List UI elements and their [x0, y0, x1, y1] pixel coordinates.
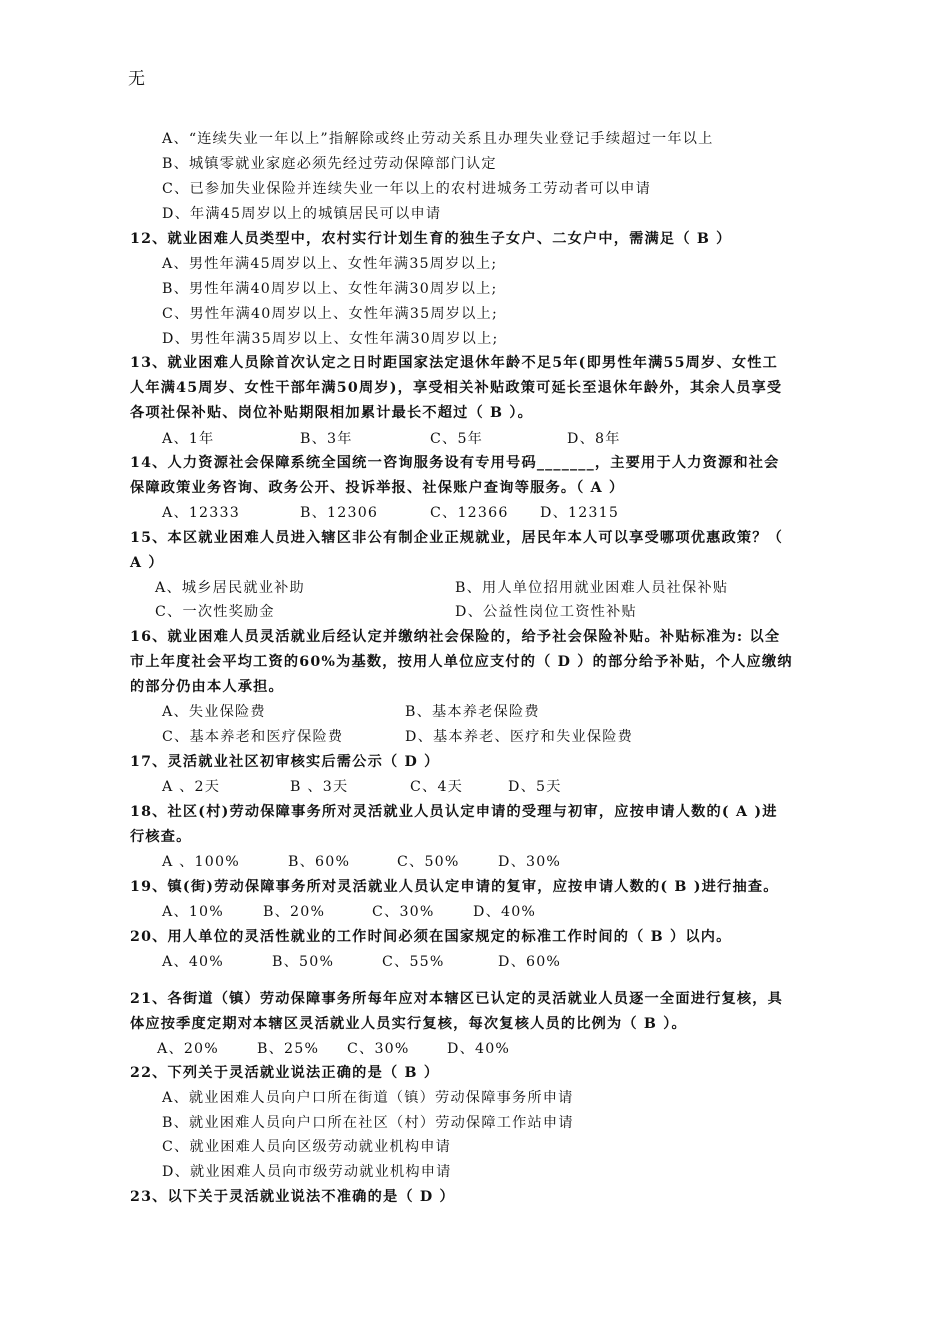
q22-option-d: D、就业困难人员向市级劳动就业机构申请 — [162, 1164, 452, 1180]
q22-option-c: C、就业困难人员向区级劳动就业机构申请 — [162, 1139, 452, 1155]
q11-option-a: A、“连续失业一年以上”指解除或终止劳动关系且办理失业登记手续超过一年以上 — [162, 131, 714, 147]
q15-option-c: C、一次性奖励金 — [155, 604, 275, 620]
q20-option-d: D、60% — [498, 954, 562, 970]
q13-stem-line-1: 13、就业困难人员除首次认定之日时距国家法定退休年龄不足5年(即男性年满55周岁、女性工 — [130, 355, 778, 371]
q13-option-d: D、8年 — [567, 431, 621, 447]
q14-option-c: C、12366 — [430, 505, 509, 521]
q15-option-b: B、用人单位招用就业困难人员社保补贴 — [455, 580, 729, 596]
q16-option-a: A、失业保险费 — [162, 704, 266, 720]
q21-stem-line-1: 21、各街道（镇）劳动保障事务所每年应对本辖区已认定的灵活就业人员逐一全面进行复核，具 — [130, 991, 784, 1007]
q17-stem: 17、灵活就业社区初审核实后需公示（ D ） — [130, 754, 440, 770]
q12-stem: 12、就业困难人员类型中，农村实行计划生育的独生子女户、二女户中，需满足（ B ） — [130, 231, 732, 247]
q20-stem: 20、用人单位的灵活性就业的工作时间必须在国家规定的标准工作时间的（ B ）以内。 — [130, 929, 732, 945]
page-header: 无 — [128, 69, 145, 89]
q19-option-c: C、30% — [372, 904, 435, 920]
q17-option-d: D、5天 — [508, 779, 562, 795]
q19-stem: 19、镇(街)劳动保障事务所对灵活就业人员认定申请的复审，应按申请人数的( B )进行抽查。 — [130, 879, 779, 895]
q19-option-d: D、40% — [473, 904, 537, 920]
q11-option-b: B、城镇零就业家庭必须先经过劳动保障部门认定 — [162, 156, 497, 172]
q20-option-a: A、40% — [162, 954, 224, 970]
q18-option-d: D、30% — [498, 854, 562, 870]
q17-option-b: B 、3天 — [290, 779, 349, 795]
q12-option-a: A、男性年满45周岁以上、女性年满35周岁以上; — [162, 256, 498, 272]
q18-option-b: B、60% — [288, 854, 351, 870]
q12-option-b: B、男性年满40周岁以上、女性年满30周岁以上; — [162, 281, 498, 297]
q20-option-b: B、50% — [272, 954, 335, 970]
q21-option-b: B、25% — [257, 1041, 320, 1057]
q18-option-c: C、50% — [397, 854, 460, 870]
q13-stem-line-2: 人年满45周岁、女性干部年满50周岁)，享受相关补贴政策可延长至退休年龄外，其余人员享受 — [130, 380, 783, 396]
q13-option-a: A、1年 — [162, 431, 215, 447]
q18-option-a: A 、100% — [162, 854, 240, 870]
q13-stem-line-3: 各项社保补贴、岗位补贴期限相加累计最长不超过（ B ）。 — [130, 405, 534, 421]
q13-option-c: C、5年 — [430, 431, 484, 447]
q22-option-a: A、就业困难人员向户口所在街道（镇）劳动保障事务所申请 — [162, 1090, 574, 1106]
q22-option-b: B、就业困难人员向户口所在社区（村）劳动保障工作站申请 — [162, 1115, 574, 1131]
q21-stem-line-2: 体应按季度定期对本辖区灵活就业人员实行复核，每次复核人员的比例为（ B ）。 — [130, 1016, 687, 1032]
q20-option-c: C、55% — [382, 954, 445, 970]
q11-option-d: D、年满45周岁以上的城镇居民可以申请 — [162, 206, 442, 222]
q14-option-a: A、12333 — [162, 505, 240, 521]
q23-stem: 23、以下关于灵活就业说法不准确的是（ D ） — [130, 1189, 455, 1205]
q22-stem: 22、下列关于灵活就业说法正确的是（ B ） — [130, 1065, 440, 1081]
q11-option-c: C、已参加失业保险并连续失业一年以上的农村进城务工劳动者可以申请 — [162, 181, 652, 197]
q14-stem-line-2: 保障政策业务咨询、政务公开、投诉举报、社保账户查询等服务。（ A ） — [130, 480, 625, 496]
q14-option-b: B、12306 — [300, 505, 379, 521]
q16-option-c: C、基本养老和医疗保险费 — [162, 729, 344, 745]
q19-option-b: B、20% — [263, 904, 326, 920]
q18-stem-line-2: 行核查。 — [130, 829, 192, 845]
q17-option-a: A 、2天 — [162, 779, 221, 795]
q21-option-c: C、30% — [347, 1041, 410, 1057]
q16-stem-line-3: 的部分仍由本人承担。 — [130, 679, 284, 695]
q13-option-b: B、3年 — [300, 431, 353, 447]
q21-option-d: D、40% — [447, 1041, 511, 1057]
q15-stem-line-2: A ） — [130, 555, 164, 571]
q12-option-d: D、男性年满35周岁以上、女性年满30周岁以上; — [162, 331, 499, 347]
q16-stem-line-1: 16、就业困难人员灵活就业后经认定并缴纳社会保险的，给予社会保险补贴。补贴标准为: 以全 — [130, 629, 781, 645]
q18-stem-line-1: 18、社区(村)劳动保障事务所对灵活就业人员认定申请的受理与初审，应按申请人数的( A )进 — [130, 804, 778, 820]
q12-option-c: C、男性年满40周岁以上、女性年满35周岁以上; — [162, 306, 498, 322]
q14-option-d: D、12315 — [540, 505, 620, 521]
q16-option-b: B、基本养老保险费 — [405, 704, 540, 720]
q15-option-a: A、城乡居民就业补助 — [155, 580, 305, 596]
q17-option-c: C、4天 — [410, 779, 464, 795]
q19-option-a: A、10% — [162, 904, 224, 920]
q21-option-a: A、20% — [157, 1041, 219, 1057]
q15-stem-line-1: 15、本区就业困难人员进入辖区非公有制企业正规就业，居民年本人可以享受哪项优惠政策？（ — [130, 530, 784, 546]
q14-stem-line-1: 14、人力资源社会保障系统全国统一咨询服务设有专用号码_______，主要用于人力资源和社会 — [130, 455, 780, 471]
q16-option-d: D、基本养老、医疗和失业保险费 — [405, 729, 634, 745]
q15-option-d: D、公益性岗位工资性补贴 — [455, 604, 637, 620]
q16-stem-line-2: 市上年度社会平均工资的60%为基数，按用人单位应支付的（ D ）的部分给予补贴，个人应缴纳 — [130, 654, 793, 670]
